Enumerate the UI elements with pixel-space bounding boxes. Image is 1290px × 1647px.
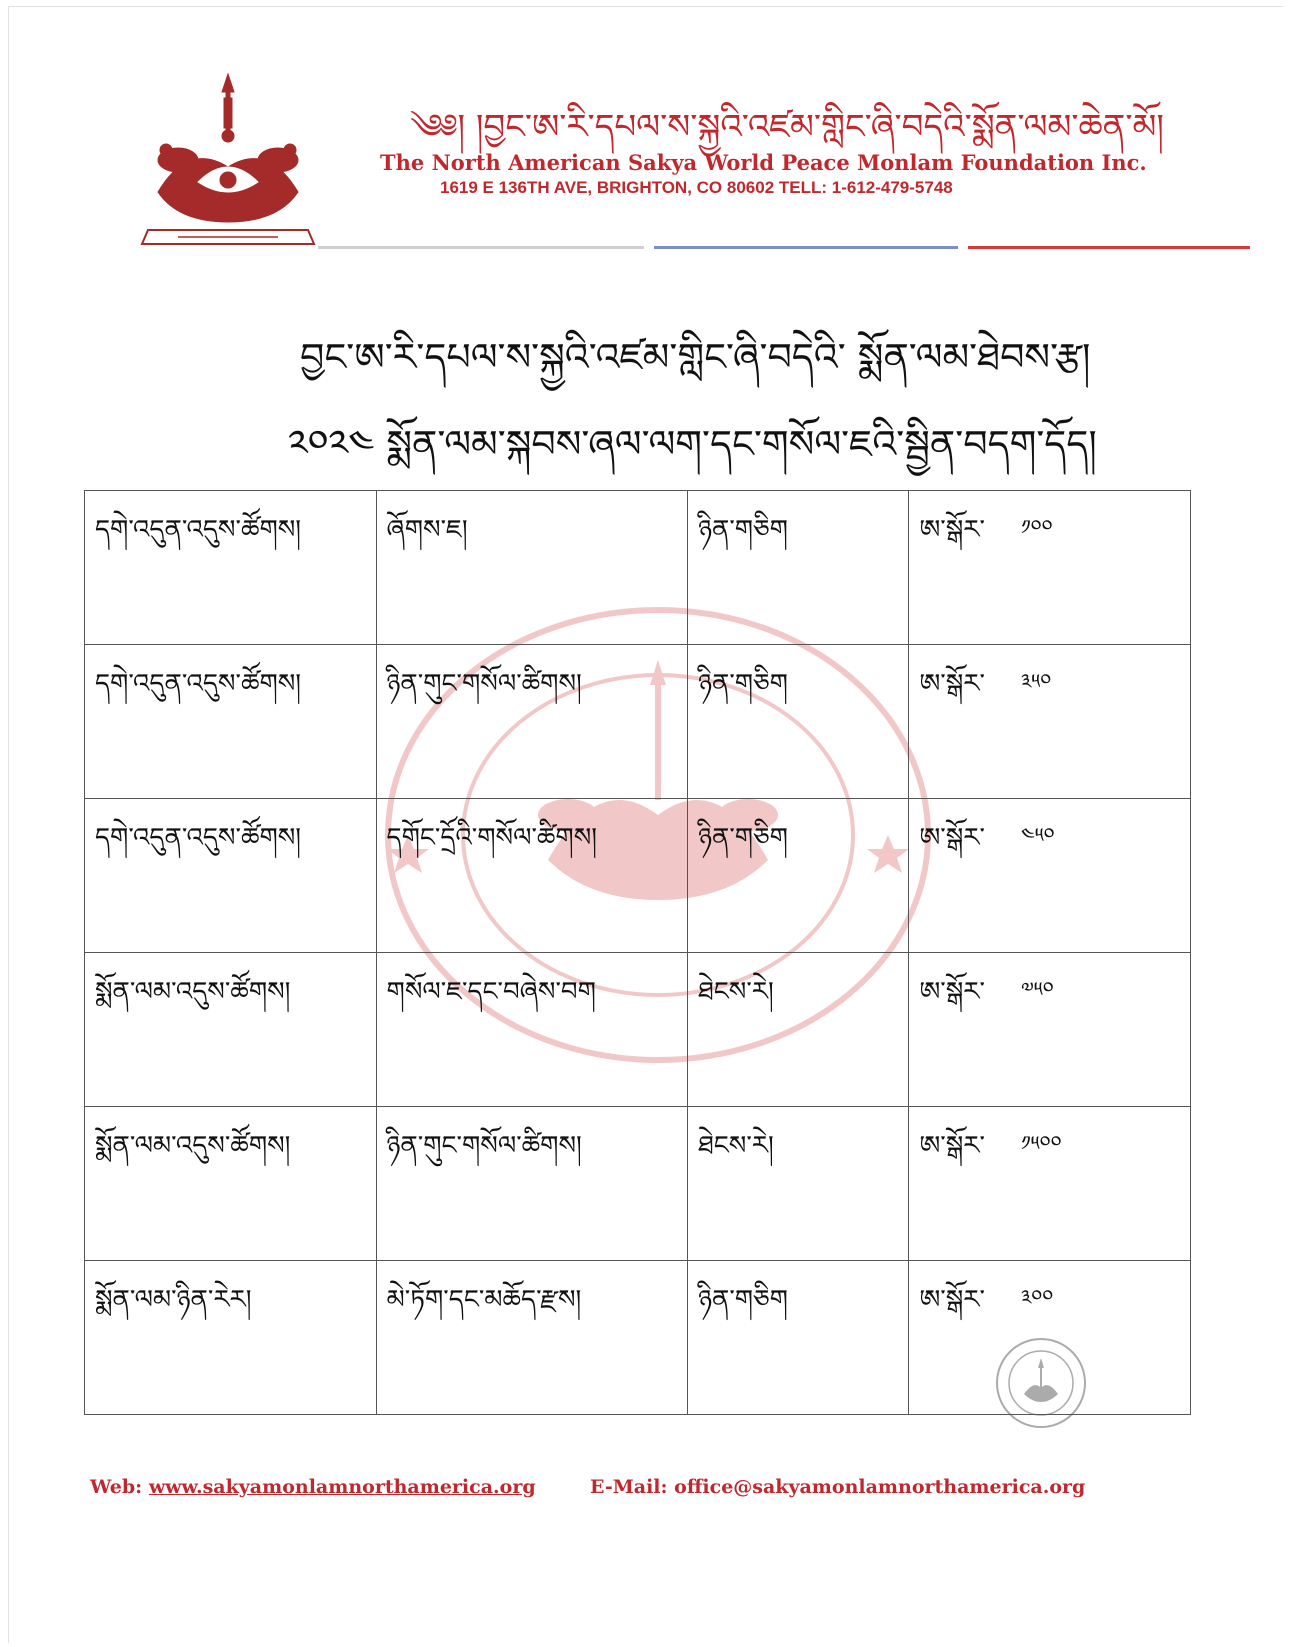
header-tibetan-name: ༄༅། །བྱང་ཨ་རི་དཔལ་ས་སྐྱའི་འཛམ་གླིང་ཞི་བདེའི་སྨོན་ལམ་ཆེན་མོ།: [410, 107, 1164, 147]
currency-label: ཨ་སྒོར་: [919, 1131, 985, 1161]
amount-value: ༤༥༠: [1020, 823, 1055, 847]
row-offering: ཞོགས་ཇ།: [376, 491, 688, 645]
table-row: [85, 953, 1191, 1107]
row-frequency: ཉིན་གཅིག: [688, 491, 909, 645]
header-rule-red: [968, 246, 1250, 249]
table-row: [85, 1107, 1191, 1261]
row-offering: དགོང་དྲོའི་གསོལ་ཚིགས།: [376, 799, 688, 953]
row-frequency: ཉིན་གཅིག: [688, 799, 909, 953]
row-amount-cell: [909, 799, 1191, 953]
amount-value: ༧༥༠: [1020, 977, 1054, 1001]
document-subtitle: ༢༠༢༤ སྨོན་ལམ་སྐབས་ཞལ་ལག་དང་གསོལ་ཇའི་སྦྱིན་བདག་དོད།: [288, 422, 1097, 466]
footer-website: [90, 1476, 536, 1498]
row-frequency: ཉིན་གཅིག: [688, 1261, 909, 1415]
row-frequency: ཐེངས་རེ།: [688, 1107, 909, 1261]
sponsorship-table: [84, 490, 1191, 1415]
row-category: དགེ་འདུན་འདུས་ཚོགས།: [85, 491, 377, 645]
header-rule-blue: [654, 246, 958, 249]
table-row: [85, 1261, 1191, 1415]
row-frequency: ཐེངས་རེ།: [688, 953, 909, 1107]
table-row: [85, 799, 1191, 953]
amount-value: ༣༥༠: [1020, 669, 1052, 693]
header-organization-name: The North American Sakya World Peace Monlam Foundation Inc.: [380, 150, 1147, 175]
currency-label: ཨ་སྒོར་: [919, 515, 985, 545]
header-rule-gray: [318, 246, 644, 249]
header-address: 1619 E 136TH AVE, BRIGHTON, CO 80602 TELL: 1-612-479-5748: [440, 178, 953, 197]
row-offering: མེ་ཏོག་དང་མཆོད་རྫས།: [376, 1261, 688, 1415]
currency-label: ཨ་སྒོར་: [919, 1285, 985, 1315]
row-category: སྨོན་ལམ་འདུས་ཚོགས།: [85, 953, 377, 1107]
row-amount-cell: [909, 491, 1191, 645]
row-amount-cell: [909, 1107, 1191, 1261]
amount-value: ༡༥༠༠: [1020, 1131, 1062, 1155]
currency-label: ཨ་སྒོར་: [919, 977, 985, 1007]
currency-label: ཨ་སྒོར་: [919, 669, 985, 699]
foundation-logo: [138, 72, 318, 262]
row-amount-cell: [909, 1261, 1191, 1415]
row-offering: ཉིན་གུང་གསོལ་ཚིགས།: [376, 645, 688, 799]
document-title: བྱང་ཨ་རི་དཔལ་ས་སྐྱའི་འཛམ་གླིང་ཞི་བདེའི་ སྨོན་ལམ་ཐེབས་རྩ།: [300, 335, 1091, 379]
row-category: དགེ་འདུན་འདུས་ཚོགས།: [85, 645, 377, 799]
row-category: སྨོན་ལམ་འདུས་ཚོགས།: [85, 1107, 377, 1261]
row-category: སྨོན་ལམ་ཉིན་རེར།: [85, 1261, 377, 1415]
footer-web-link[interactable]: www.sakyamonlamnorthamerica.org: [148, 1476, 536, 1498]
footer-email-label: E-Mail:: [590, 1476, 668, 1498]
table-row: [85, 491, 1191, 645]
amount-value: ༡༠༠: [1020, 515, 1053, 539]
amount-value: ༣༠༠: [1020, 1285, 1054, 1309]
row-amount-cell: [909, 953, 1191, 1107]
row-offering: ཉིན་གུང་གསོལ་ཚིགས།: [376, 1107, 688, 1261]
row-category: དགེ་འདུན་འདུས་ཚོགས།: [85, 799, 377, 953]
footer-email-address[interactable]: office@sakyamonlamnorthamerica.org: [674, 1476, 1086, 1498]
footer-web-label: Web:: [90, 1476, 143, 1498]
currency-label: ཨ་སྒོར་: [919, 823, 985, 853]
footer-email: [590, 1476, 1085, 1498]
table-row: [85, 645, 1191, 799]
row-amount-cell: [909, 645, 1191, 799]
row-offering: གསོལ་ཇ་དང་བཞེས་བག: [376, 953, 688, 1107]
row-frequency: ཉིན་གཅིག: [688, 645, 909, 799]
